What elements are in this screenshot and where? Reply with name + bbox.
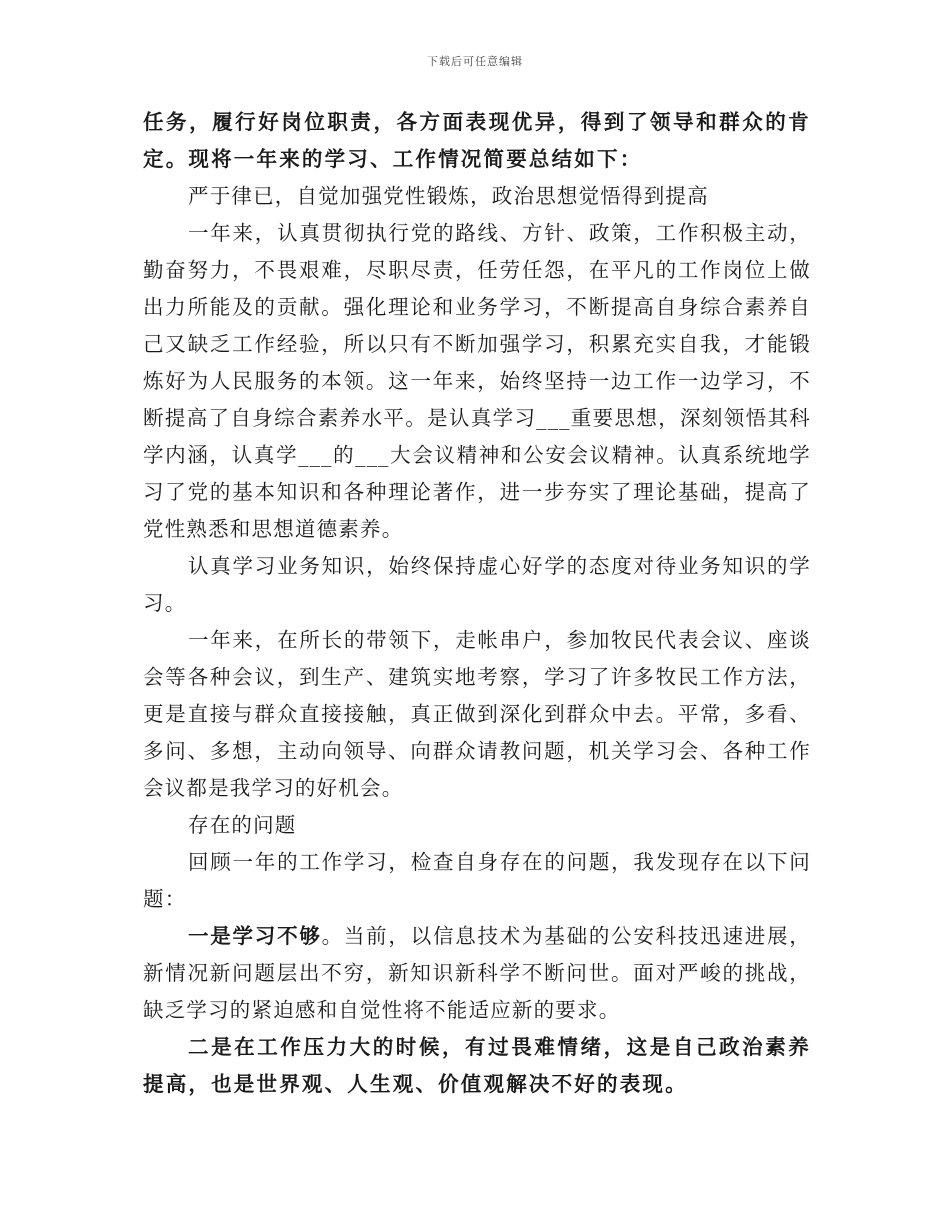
section-heading-discipline: 严于律已，自觉加强党性锻炼，政治思想觉悟得到提高 bbox=[188, 184, 709, 208]
problem-one-text: 。当前，以信息技术为基础的公安科技迅速进展，新情况新问题层出不穷，新知识新科学不断问世。面对严峻的挑战，缺乏学习的紧迫感和自觉性将不能适应新的要求。 bbox=[143, 924, 811, 1022]
paragraph-review: 回顾一年的工作学习，检查自身存在的问题，我发现存在以下问题： bbox=[143, 850, 811, 911]
paragraph-problem-one bbox=[143, 918, 811, 1029]
paragraph-theory-study: 一年来，认真贯彻执行党的路线、方针、政策，工作积极主动，勤奋努力，不畏艰难，尽职尽责，任劳任怨，在平凡的工作岗位上做出力所能及的贡献。强化理论和业务学习，不断提高自身综合素养自己又缺乏工作经验，所以只有不断加强学习，积累充实自我，才能锻炼好为人民服务的本领。这一年来，始终坚持一边工作一边学习，不断提高了自身综合素养水平。是认真学习___重要思想，深刻领悟其科学内涵，认真学___的___大会议精神和公安会议精神。认真系统地学习了党的基本知识和各种理论著作，进一步夯实了理论基础，提高了党性熟悉和思想道德素养。 bbox=[143, 221, 811, 541]
paragraph-field-work: 一年来，在所长的带领下，走帐串户，参加牧民代表会议、座谈会等各种会议，到生产、建筑实地考察，学习了许多牧民工作方法，更是直接与群众直接接触，真正做到深化到群众中去。平常，多看、多问、多想，主动向领导、向群众请教问题，机关学习会、各种工作会议都是我学习的好机会。 bbox=[143, 628, 811, 800]
section-heading-problems: 存在的问题 bbox=[188, 813, 297, 837]
problem-one-lead: 一是学习不够 bbox=[188, 924, 322, 948]
paragraph-problem-two: 二是在工作压力大的时候，有过畏难情绪，这是自己政治素养提高，也是世界观、人生观、价值观解决不好的表现。 bbox=[143, 1035, 811, 1096]
page-header: 下载后可任意编辑 bbox=[427, 55, 523, 68]
intro-paragraph: 任务，履行好岗位职责，各方面表现优异，得到了领导和群众的肯定。现将一年来的学习、工作情况简要总结如下： bbox=[143, 110, 811, 171]
document-body bbox=[143, 104, 811, 1103]
paragraph-business-study: 认真学习业务知识，始终保持虚心好学的态度对待业务知识的学习。 bbox=[143, 554, 811, 615]
